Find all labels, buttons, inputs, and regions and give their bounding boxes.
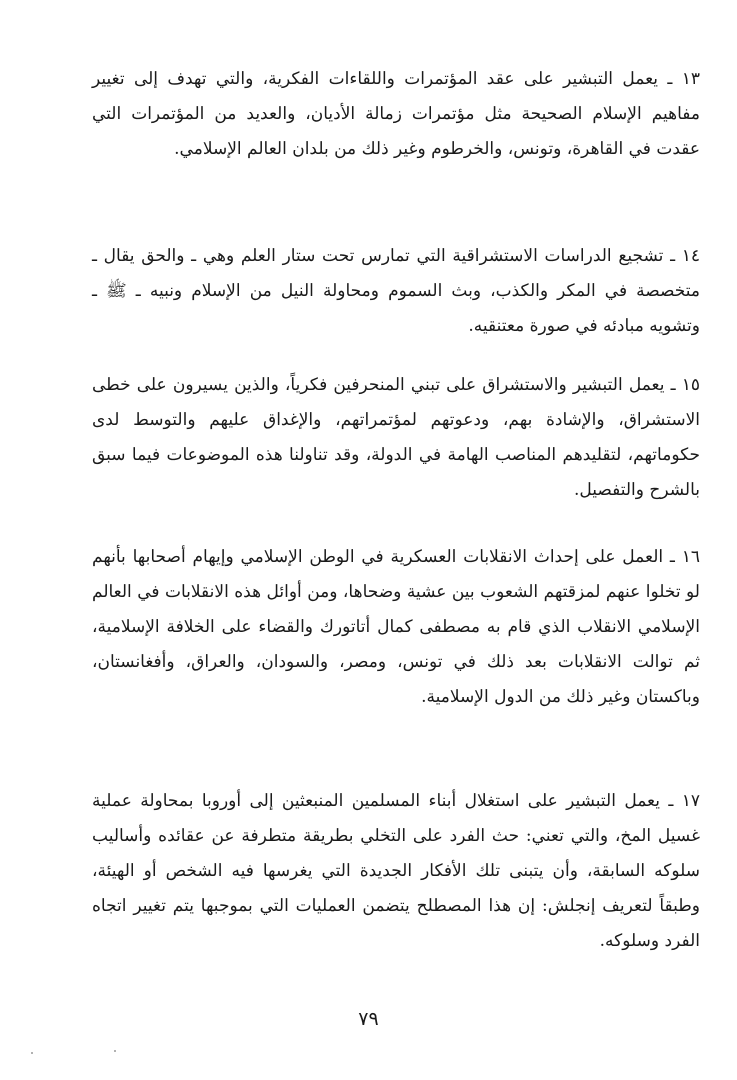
scan-speck	[114, 1050, 116, 1052]
paragraph-17: ١٧ ـ يعمل التبشير على استغلال أبناء المسلمين المنبعثين إلى أوروبا بمحاولة عملية غسيل المخ، والتي تعني: حث الفرد على التخلي بطريقة متطرفة عن عقائده وأساليب سلوكه السابقة، وأن يتبنى تلك الأفكار الجديدة التي يغرسها فيه الشخص أو الهيئة، وطبقاً لتعريف إنجلش: إن هذا المصطلح يتضمن العمليات التي بموجبها يتم تغيير اتجاه الفرد وسلوكه.	[92, 791, 700, 951]
paragraph-16: ١٦ ـ العمل على إحداث الانقلابات العسكرية في الوطن الإسلامي وإيهام أصحابها بأنهم لو تخلوا عنهم لمزقتهم الشعوب بين عشية وضحاها، ومن أوائل هذه الانقلابات في العالم الإسلامي الانقلاب الذي قام به مصطفى كمال أتاتورك والقضاء على الخلافة الإسلامية، ثم توالت الانقلابات بعد ذلك في تونس، ومصر، والسودان، والعراق، وأفغانستان، وباكستان وغير ذلك من الدول الإسلامية.	[92, 547, 700, 707]
paragraph-13: ١٣ ـ يعمل التبشير على عقد المؤتمرات واللقاءات الفكرية، والتي تهدف إلى تغيير مفاهيم الإسلام الصحيحة مثل مؤتمرات زمالة الأديان، والعديد من المؤتمرات التي عقدت في القاهرة، وتونس، والخرطوم وغير ذلك من بلدان العالم الإسلامي.	[92, 69, 700, 159]
paragraph-14: ١٤ ـ تشجيع الدراسات الاستشراقية التي تمارس تحت ستار العلم وهي ـ والحق يقال ـ متخصصة في المكر والكذب، وبث السموم ومحاولة النيل من الإسلام ونبيه ـ ﷺ ـ وتشويه مبادئه في صورة معتنقيه.	[92, 246, 700, 336]
scan-speck	[31, 1052, 33, 1054]
page-number: ٧٩	[358, 1008, 379, 1030]
paragraph-15: ١٥ ـ يعمل التبشير والاستشراق على تبني المنحرفين فكرياً، والذين يسيرون على خطى الاستشراق، والإشادة بهم، ودعوتهم لمؤتمراتهم، والإغداق عليهم والتوسط لدى حكوماتهم، لتقليدهم المناصب الهامة في الدولة، وقد تناولنا هذه الموضوعات فيما سبق بالشرح والتفصيل.	[92, 375, 700, 500]
